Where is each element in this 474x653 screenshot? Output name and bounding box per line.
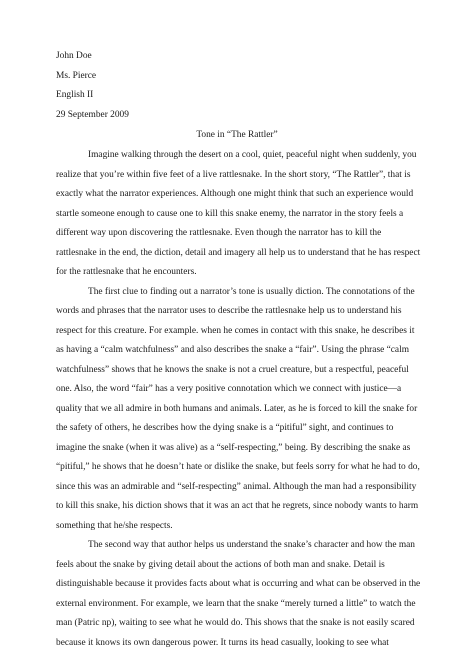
paragraph-line: for the rattlesnake that he encounters.: [56, 263, 426, 283]
paragraph-line: to kill this snake, his diction shows that it was an act that he regrets, since nobody wants to harm: [56, 497, 426, 517]
paragraph: [56, 146, 426, 283]
student-name: John Doe: [56, 47, 129, 67]
essay-title: Tone in “The Rattler”: [0, 126, 474, 146]
paragraph-line: external environment. For example, we learn that the snake “merely turned a little” to watch the: [56, 595, 426, 615]
paragraph-line: watchfulness” shows that he knows the snake is not a cruel creature, but a respectful, peaceful: [56, 361, 426, 381]
paragraph-line: since this was an admirable and “self-respecting” animal. Although the man had a responsibility: [56, 478, 426, 498]
paragraph-line: feels about the snake by giving detail about the actions of both man and snake. Detail is: [56, 556, 426, 576]
paragraph-line: respect for this creature. For example. when he comes in contact with this snake, he describes it: [56, 322, 426, 342]
paragraph-line: man (Patric np), waiting to see what he would do. This shows that the snake is not easily scared: [56, 614, 426, 634]
paragraph: [56, 283, 426, 537]
paragraph-line: as having a “calm watchfulness” and also describes the snake a “fair”. Using the phrase “calm: [56, 341, 426, 361]
paragraph-line: realize that you’re within five feet of a live rattlesnake. In the short story, “The Rattler”, that is: [56, 166, 426, 186]
paragraph-line: something that he/she respects.: [56, 517, 426, 537]
course-name: English II: [56, 86, 129, 106]
paragraph-line: “pitiful,” he shows that he doesn’t hate or dislike the snake, but feels sorry for what he had to do,: [56, 458, 426, 478]
paragraph-line: The first clue to finding out a narrator’s tone is usually diction. The connotations of the: [56, 283, 426, 303]
essay-body: [56, 146, 426, 653]
paragraph-line: words and phrases that the narrator uses to describe the rattlesnake help us to understand his: [56, 302, 426, 322]
paragraph-line: The second way that author helps us understand the snake’s character and how the man: [56, 536, 426, 556]
paragraph-line: different way upon discovering the rattlesnake. Even though the narrator has to kill the: [56, 224, 426, 244]
paragraph-line: distinguishable because it provides facts about what is occurring and what can be observed in the: [56, 575, 426, 595]
essay-header: [56, 47, 129, 125]
paragraph-line: one. Also, the word “fair” has a very positive connotation which we connect with justice—a: [56, 380, 426, 400]
teacher-name: Ms. Pierce: [56, 67, 129, 87]
paragraph-line: startle someone enough to cause one to kill this snake enemy, the narrator in the story feels a: [56, 205, 426, 225]
paragraph-line: exactly what the narrator experiences. Although one might think that such an experience would: [56, 185, 426, 205]
paragraph-line: rattlesnake in the end, the diction, detail and imagery all help us to understand that he has respect: [56, 244, 426, 264]
paragraph: [56, 536, 426, 653]
paragraph-line: the safety of others, he describes how the dying snake is a “pitiful” sight, and continues to: [56, 419, 426, 439]
paragraph-line: because it knows its own dangerous power. It turns its head casually, looking to see what: [56, 634, 426, 653]
paragraph-line: quality that we all admire in both humans and animals. Later, as he is forced to kill the snake for: [56, 400, 426, 420]
essay-date: 29 September 2009: [56, 106, 129, 126]
paragraph-line: Imagine walking through the desert on a cool, quiet, peaceful night when suddenly, you: [56, 146, 426, 166]
paragraph-line: imagine the snake (when it was alive) as a “self-respecting,” being. By describing the snake as: [56, 439, 426, 459]
